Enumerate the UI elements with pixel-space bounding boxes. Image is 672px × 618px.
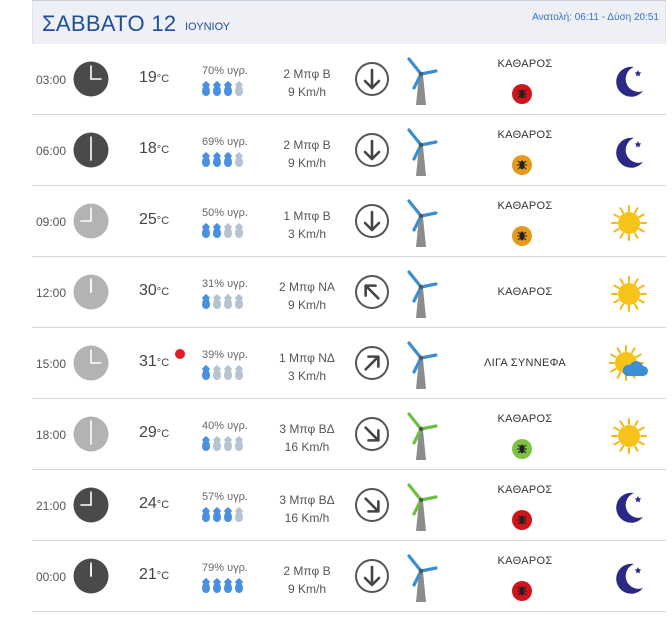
forecast-row — [32, 541, 666, 612]
forecast-time: 15:00 — [36, 357, 67, 371]
wind-turbine-icon — [404, 339, 438, 389]
humidity-drop-icon — [213, 298, 221, 309]
humidity-drop-icon — [235, 440, 243, 451]
heat-warning-dot — [175, 349, 185, 359]
temperature: 19°C — [139, 69, 170, 86]
wind-beaufort: 2 Μπφ ΝΑ — [279, 280, 335, 294]
forecast-time: 18:00 — [36, 428, 67, 442]
humidity-drop-icon — [202, 582, 210, 593]
wind-info — [272, 65, 342, 101]
humidity-drop-icon — [202, 227, 210, 238]
wind-turbine-icon — [404, 126, 438, 176]
sky-condition: ΚΑΘΑΡΟΣ — [497, 129, 553, 141]
mosquito-icon — [512, 439, 532, 459]
humidity-drops — [202, 225, 246, 239]
sunrise-sunset: Ανατολή: 06:11 - Δύση 20:51 — [532, 12, 659, 23]
mosquito-icon — [512, 581, 532, 601]
humidity-drop-icon — [213, 156, 221, 167]
moon-icon — [609, 558, 649, 598]
temperature: 24°C — [139, 495, 170, 512]
humidity-text: 57% υγρ. — [202, 491, 248, 503]
moon-icon — [609, 132, 649, 172]
wind-speed: 9 Km/h — [287, 85, 326, 99]
clock-icon — [73, 61, 109, 97]
day-title: ΣΑΒΒΑΤΟ 12 — [42, 11, 177, 36]
humidity-text: 39% υγρ. — [202, 349, 248, 361]
wind-info — [272, 207, 342, 243]
humidity-drop-icon — [202, 156, 210, 167]
mosquito-icon — [512, 155, 532, 175]
wind-speed: 3 Km/h — [287, 227, 326, 241]
humidity-text: 79% υγρ. — [202, 562, 248, 574]
wind-turbine-icon — [404, 481, 438, 531]
wind-turbine-icon — [404, 197, 438, 247]
wind-turbine-icon — [404, 552, 438, 602]
humidity-text: 31% υγρ. — [202, 278, 248, 290]
wind-info — [272, 491, 342, 527]
sky-condition: ΚΑΘΑΡΟΣ — [497, 286, 553, 298]
sky-condition: ΚΑΘΑΡΟΣ — [497, 200, 553, 212]
sky-condition: ΚΑΘΑΡΟΣ — [497, 484, 553, 496]
wind-speed: 9 Km/h — [287, 298, 326, 312]
wind-turbine-icon — [404, 55, 438, 105]
temperature: 18°C — [139, 140, 170, 157]
wind-speed: 9 Km/h — [287, 156, 326, 170]
arrow-up-left-icon — [354, 274, 390, 310]
humidity-drops — [202, 154, 246, 168]
humidity-drop-icon — [202, 298, 210, 309]
humidity-drops — [202, 296, 246, 310]
humidity-text: 50% υγρ. — [202, 207, 248, 219]
clock-icon — [73, 132, 109, 168]
forecast-row — [32, 186, 666, 257]
forecast-row — [32, 470, 666, 541]
forecast-time: 03:00 — [36, 73, 67, 87]
clock-icon — [73, 558, 109, 594]
humidity-drop-icon — [235, 156, 243, 167]
humidity-drop-icon — [224, 440, 232, 451]
humidity-drop-icon — [235, 85, 243, 96]
wind-speed: 3 Km/h — [287, 369, 326, 383]
clock-icon — [73, 345, 109, 381]
clock-icon — [73, 203, 109, 239]
mosquito-icon — [512, 510, 532, 530]
humidity-drop-icon — [213, 369, 221, 380]
humidity-text: 70% υγρ. — [202, 65, 248, 77]
forecast-row — [32, 115, 666, 186]
temperature: 21°C — [139, 566, 170, 583]
humidity-drop-icon — [202, 440, 210, 451]
humidity-drops — [202, 438, 246, 452]
moon-icon — [609, 61, 649, 101]
humidity-text: 69% υγρ. — [202, 136, 248, 148]
sun-cloud-icon — [609, 345, 649, 385]
sun-icon — [609, 416, 649, 456]
temperature: 31°C — [139, 353, 170, 370]
forecast-time: 21:00 — [36, 499, 67, 513]
humidity-drop-icon — [224, 85, 232, 96]
wind-info — [272, 278, 342, 314]
forecast-time: 00:00 — [36, 570, 67, 584]
wind-turbine-icon — [404, 410, 438, 460]
sky-condition: ΚΑΘΑΡΟΣ — [497, 555, 553, 567]
arrow-down-icon — [354, 132, 390, 168]
humidity-drop-icon — [224, 511, 232, 522]
humidity-text: 40% υγρ. — [202, 420, 248, 432]
arrow-up-right-icon — [354, 345, 390, 381]
humidity-drop-icon — [224, 156, 232, 167]
arrow-down-icon — [354, 558, 390, 594]
clock-icon — [73, 487, 109, 523]
forecast-time: 06:00 — [36, 144, 67, 158]
humidity-drop-icon — [224, 369, 232, 380]
clock-icon — [73, 274, 109, 310]
forecast-list — [32, 44, 666, 612]
mosquito-icon — [512, 226, 532, 246]
wind-beaufort: 1 Μπφ ΝΔ — [279, 351, 335, 365]
humidity-drop-icon — [213, 85, 221, 96]
sun-icon — [609, 203, 649, 243]
moon-icon — [609, 487, 649, 527]
arrow-down-right-icon — [354, 416, 390, 452]
wind-info — [272, 349, 342, 385]
temperature: 25°C — [139, 211, 170, 228]
temperature: 29°C — [139, 424, 170, 441]
humidity-drop-icon — [235, 298, 243, 309]
wind-beaufort: 2 Μπφ Β — [283, 564, 331, 578]
clock-icon — [73, 416, 109, 452]
forecast-row — [32, 399, 666, 470]
humidity-drop-icon — [202, 369, 210, 380]
temperature: 30°C — [139, 282, 170, 299]
arrow-down-right-icon — [354, 487, 390, 523]
humidity-drop-icon — [202, 85, 210, 96]
day-header — [32, 0, 666, 44]
sun-icon — [609, 274, 649, 314]
humidity-drop-icon — [213, 440, 221, 451]
arrow-down-icon — [354, 61, 390, 97]
wind-info — [272, 420, 342, 456]
wind-beaufort: 2 Μπφ Β — [283, 67, 331, 81]
arrow-down-icon — [354, 203, 390, 239]
wind-speed: 16 Km/h — [284, 511, 330, 525]
forecast-row — [32, 328, 666, 399]
wind-info — [272, 136, 342, 172]
humidity-drops — [202, 367, 246, 381]
forecast-row — [32, 44, 666, 115]
humidity-drop-icon — [213, 227, 221, 238]
mosquito-icon — [512, 84, 532, 104]
forecast-row — [32, 257, 666, 328]
forecast-time: 09:00 — [36, 215, 67, 229]
wind-turbine-icon — [404, 268, 438, 318]
wind-beaufort: 3 Μπφ ΒΔ — [279, 493, 335, 507]
wind-speed: 9 Km/h — [287, 582, 326, 596]
forecast-time: 12:00 — [36, 286, 67, 300]
humidity-drop-icon — [235, 369, 243, 380]
wind-beaufort: 3 Μπφ ΒΔ — [279, 422, 335, 436]
humidity-drops — [202, 83, 246, 97]
sky-condition: ΛΙΓΑ ΣΥΝΝΕΦΑ — [484, 357, 566, 369]
humidity-drop-icon — [213, 582, 221, 593]
humidity-drop-icon — [213, 511, 221, 522]
wind-speed: 16 Km/h — [284, 440, 330, 454]
humidity-drop-icon — [202, 511, 210, 522]
humidity-drop-icon — [235, 511, 243, 522]
month-label: ΙΟΥΝΙΟΥ — [185, 21, 231, 33]
humidity-drop-icon — [224, 582, 232, 593]
humidity-drops — [202, 509, 246, 523]
humidity-drop-icon — [224, 298, 232, 309]
sky-condition: ΚΑΘΑΡΟΣ — [497, 413, 553, 425]
sky-condition: ΚΑΘΑΡΟΣ — [497, 58, 553, 70]
humidity-drop-icon — [235, 227, 243, 238]
humidity-drop-icon — [235, 582, 243, 593]
wind-beaufort: 2 Μπφ Β — [283, 138, 331, 152]
wind-beaufort: 1 Μπφ Β — [283, 209, 331, 223]
humidity-drop-icon — [224, 227, 232, 238]
wind-info — [272, 562, 342, 598]
humidity-drops — [202, 580, 246, 594]
